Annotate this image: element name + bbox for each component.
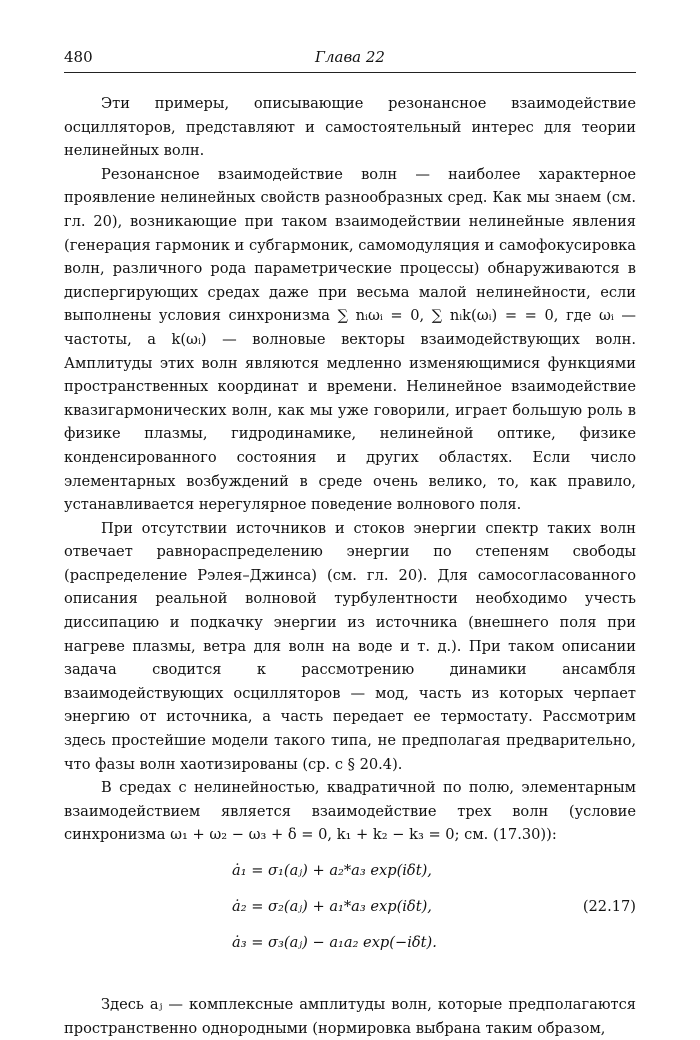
running-header [64,46,636,73]
equation-line-2: ȧ₂ = σ₂(aⱼ) + a₁*a₃ exp(iδt), [232,898,432,915]
paragraph-2: Резонансное взаимодействие волн — наиболее характерное проявление нелинейных свойств разнообразных сред. Как мы знаем (см. гл. 20), возникающие при таком взаимодействии нелинейные явления (генерация гармоник и субгармоник, самомодуляция и самофокусировка волн, различного рода параметрические процессы) обнаруживаются в диспергирующих средах даже при весьма малой нелинейности, если выполнены условия синхронизма ∑ nᵢωᵢ = 0, ∑ nᵢk(ωᵢ) = = 0, где ωᵢ — частоты, а k(ωᵢ) — волновые векторы взаимодействующих волн. Амплитуды этих волн являются медленно изменяющимися функциями пространственных координат и времени. Нелинейное взаимодействие квазигармонических волн, как мы уже говорили, играет большую роль в физике плазмы, гидродинамике, нелинейной оптике, физике конденсированного состояния и других областях. Если число элементарных возбуждений в среде очень велико, то, как правило, устанавливается нерегулярное поведение волнового поля. [64,165,636,514]
page-number: 480 [64,48,93,66]
paragraph-4: В средах с нелинейностью, квадратичной по полю, элементарным взаимодействием является взаимодействие трех волн (условие синхронизма ω₁ + ω₂ − ω₃ + δ = 0, k₁ + k₂ − k₃ = 0; см. (17.30)): [64,779,636,844]
main-text [64,92,636,1040]
paragraph-3: При отсутствии источников и стоков энергии спектр таких волн отвечает равнораспределению энергии по степеням свободы (распределение Рэлея–Джинса) (см. гл. 20). Для самосогласованного описания реальной волновой турбулентности необходимо учесть диссипацию и подкачку энергии из источника (внешнего поля при нагреве плазмы, ветра для волн на воде и т. д.). При таком описании задача сводится к рассмотрению динамики ансамбля взаимодействующих осцилляторов — мод, часть из которых черпает энергию от источника, а часть передает ее термостату. Рассмотрим здесь простейшие модели такого типа, не предполагая предварительно, что фазы волн хаотизированы (ср. с § 20.4). [64,519,636,773]
equation-number: (22.17) [582,898,636,915]
equation-line-3: ȧ₃ = σ₃(aⱼ) − a₁a₂ exp(−iδt). [232,934,437,951]
equation-system-22-17 [64,859,636,977]
chapter-title: Глава 22 [315,48,385,66]
closing-paragraph: Здесь aⱼ — комплексные амплитуды волн, которые предполагаются пространственно однородными (нормировка выбрана таким образом, [64,996,636,1037]
paragraph-1: Эти примеры, описывающие резонансное взаимодействие осцилляторов, представляют и самостоятельный интерес для теории нелинейных волн. [64,95,636,160]
equation-line-1: ȧ₁ = σ₁(aⱼ) + a₂*a₃ exp(iδt), [232,862,432,879]
